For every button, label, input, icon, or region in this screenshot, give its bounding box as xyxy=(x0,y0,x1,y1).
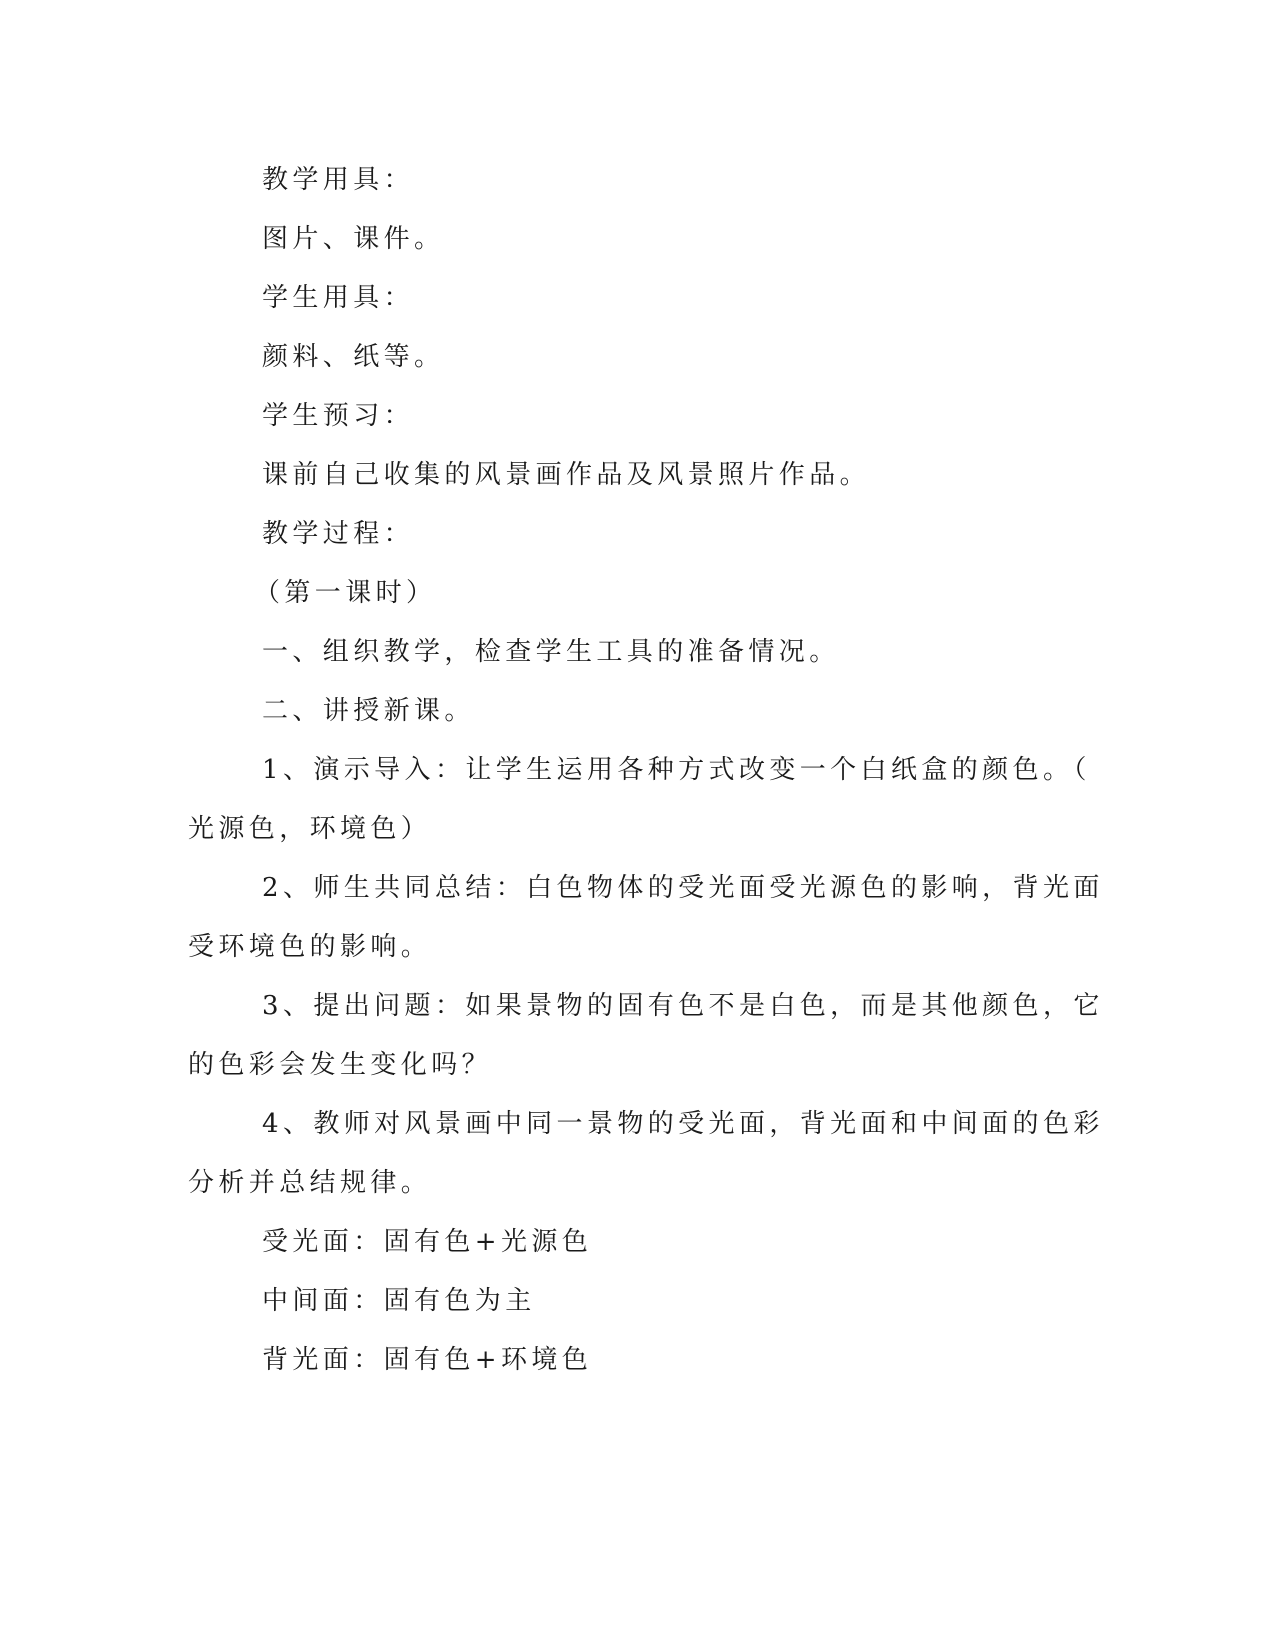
text-line-middle-side: 中间面：固有色为主 xyxy=(262,1286,536,1316)
text-line-lit-side: 受光面：固有色+光源色 xyxy=(262,1227,593,1257)
text-line-step-two: 二、讲授新课。 xyxy=(262,696,475,726)
text-line-teaching-tools: 图片、课件。 xyxy=(262,224,445,254)
text-line-item-2-cont: 受环境色的影响。 xyxy=(188,932,432,962)
text-line-item-2: 2、师生共同总结：白色物体的受光面受光源色的影响，背光面 xyxy=(262,873,1104,903)
text-line-student-tools: 颜料、纸等。 xyxy=(262,342,445,372)
text-line-process-heading: 教学过程： xyxy=(262,519,415,549)
text-line-preview: 课前自己收集的风景画作品及风景照片作品。 xyxy=(262,460,871,490)
text-line-student-tools-heading: 学生用具： xyxy=(262,283,415,313)
text-line-item-1-cont: 光源色，环境色） xyxy=(188,814,432,844)
text-line-item-3-cont: 的色彩会发生变化吗？ xyxy=(188,1050,493,1080)
text-line-shadow-side: 背光面：固有色+环境色 xyxy=(262,1345,593,1375)
text-line-preview-heading: 学生预习： xyxy=(262,401,415,431)
text-line-item-4: 4、教师对风景画中同一景物的受光面，背光面和中间面的色彩 xyxy=(262,1109,1104,1139)
text-line-step-one: 一、组织教学，检查学生工具的准备情况。 xyxy=(262,637,840,667)
text-line-item-1: 1、演示导入：让学生运用各种方式改变一个白纸盒的颜色。（ xyxy=(262,755,1091,785)
text-line-item-3: 3、提出问题：如果景物的固有色不是白色，而是其他颜色，它 xyxy=(262,991,1104,1021)
text-line-item-4-cont: 分析并总结规律。 xyxy=(188,1168,432,1198)
text-line-teaching-tools-heading: 教学用具： xyxy=(262,165,415,195)
text-line-first-lesson: （第一课时） xyxy=(254,578,437,608)
